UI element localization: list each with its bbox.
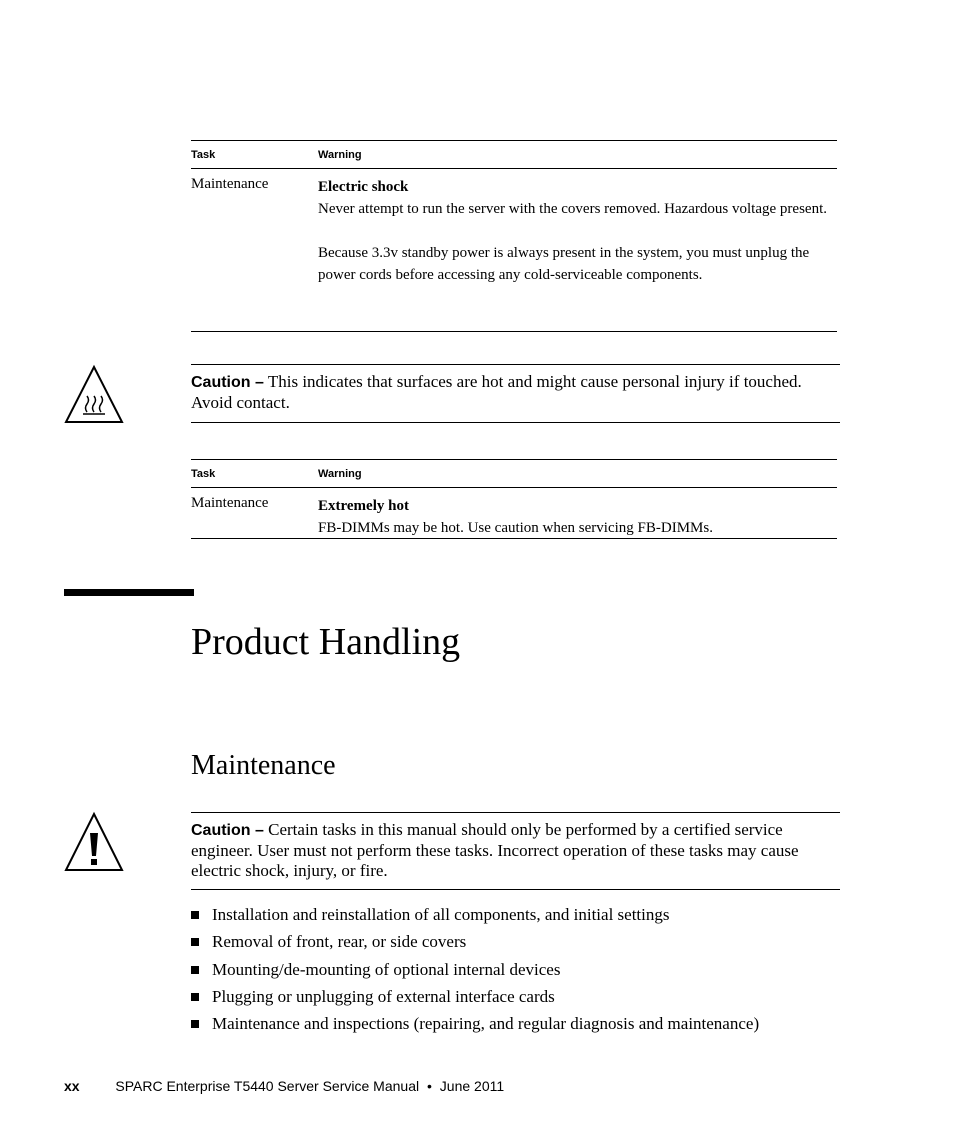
caution-general xyxy=(191,812,840,890)
list-item: Installation and reinstallation of all components, and initial settings xyxy=(191,905,759,932)
list-item: Removal of front, rear, or side covers xyxy=(191,932,759,959)
warning-cell xyxy=(318,488,837,539)
header-task: Task xyxy=(191,149,216,161)
warning-text: Because 3.3v standby power is always present in the system, you must unplug the power cords before accessing any cold-serviceable components. xyxy=(318,245,810,283)
caution-text: This indicates that surfaces are hot and might cause personal injury if touched. Avoid contact. xyxy=(191,372,802,412)
list-item: Mounting/de-mounting of optional internal devices xyxy=(191,960,759,987)
caution-hot-surface xyxy=(191,364,840,423)
chapter-rule xyxy=(64,589,194,596)
page-footer xyxy=(64,1078,504,1094)
page-number: xx xyxy=(64,1078,80,1094)
table-row xyxy=(191,169,837,332)
warning-title: Extremely hot xyxy=(318,498,409,514)
warning-title: Electric shock xyxy=(318,179,409,195)
table-header xyxy=(191,460,837,488)
manual-title: SPARC Enterprise T5440 Server Service Manual xyxy=(115,1078,420,1094)
section-title: Maintenance xyxy=(191,750,336,781)
footer-separator: • xyxy=(426,1078,432,1094)
table-header xyxy=(191,141,837,169)
task-cell: Maintenance xyxy=(191,495,269,511)
list-item: Plugging or unplugging of external interface cards xyxy=(191,987,759,1014)
warning-text: FB-DIMMs may be hot. Use caution when servicing FB-DIMMs. xyxy=(318,520,713,536)
caution-label: Caution – xyxy=(191,374,264,391)
warning-table-hot xyxy=(191,459,837,539)
warning-text: Never attempt to run the server with the covers removed. Hazardous voltage present. xyxy=(318,201,827,217)
manual-date: June 2011 xyxy=(439,1078,505,1094)
list-item: Maintenance and inspections (repairing, and regular diagnosis and maintenance) xyxy=(191,1014,759,1041)
chapter-title: Product Handling xyxy=(191,621,461,663)
header-warning: Warning xyxy=(318,149,362,161)
warning-table-electric xyxy=(191,140,837,332)
exclamation-warning-icon xyxy=(63,811,125,878)
hot-surface-warning-icon xyxy=(63,364,125,429)
caution-text: Certain tasks in this manual should only be performed by a certified service engineer. User must not perform these tasks. Incorrect operation of these tasks may cause electric shock, injury, or fire. xyxy=(191,820,799,880)
header-warning: Warning xyxy=(318,468,362,480)
maintenance-task-list xyxy=(191,905,759,1041)
header-task: Task xyxy=(191,468,216,480)
warning-cell xyxy=(318,169,837,286)
caution-label: Caution – xyxy=(191,822,264,839)
table-row xyxy=(191,488,837,539)
task-cell: Maintenance xyxy=(191,176,269,192)
